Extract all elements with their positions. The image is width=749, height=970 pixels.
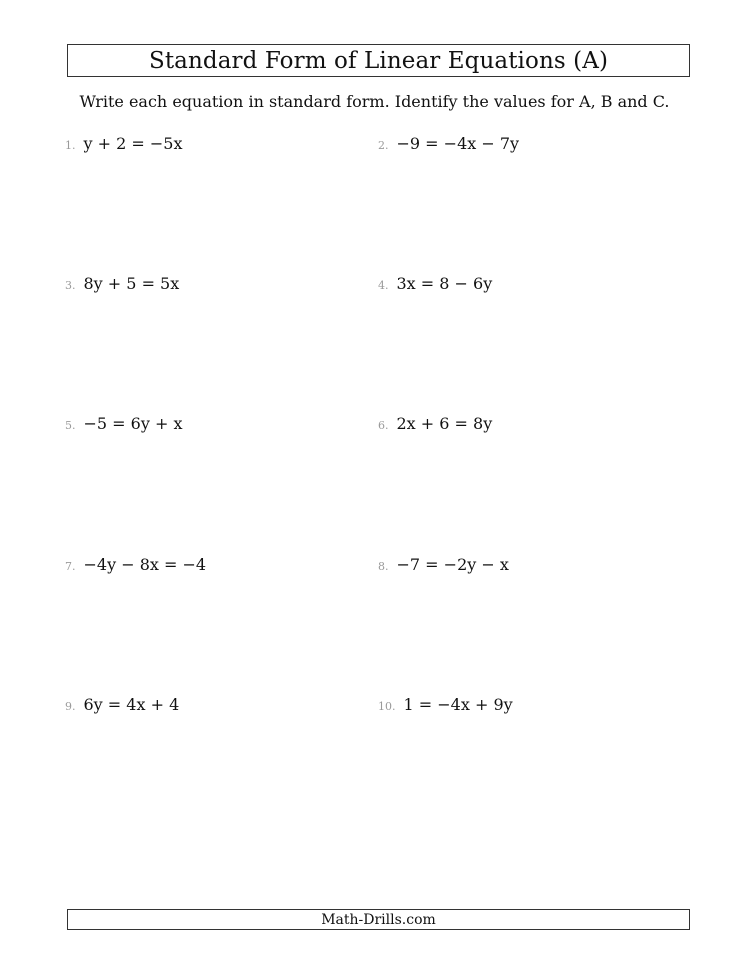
title-box <box>67 44 690 77</box>
footer-box <box>67 909 690 930</box>
problem-number: 3. <box>65 279 76 292</box>
problem-2 <box>378 134 519 153</box>
problem-number: 4. <box>378 279 389 292</box>
problem-equation: −4y − 8x = −4 <box>83 555 207 574</box>
problem-9 <box>65 695 179 714</box>
problem-number: 2. <box>378 139 389 152</box>
problem-number: 1. <box>65 139 76 152</box>
problem-equation: y + 2 = −5x <box>83 134 183 153</box>
problem-number: 9. <box>65 700 76 713</box>
problem-equation: −9 = −4x − 7y <box>396 134 520 153</box>
problem-10 <box>378 695 513 714</box>
problem-number: 5. <box>65 419 76 432</box>
footer-text: Math-Drills.com <box>321 911 436 928</box>
instructions: Write each equation in standard form. Identify the values for A, B and C. <box>79 92 670 111</box>
problem-number: 8. <box>378 560 389 573</box>
problem-5 <box>65 414 182 433</box>
problem-number: 6. <box>378 419 389 432</box>
problem-4 <box>378 274 492 293</box>
problem-number: 10. <box>378 700 396 713</box>
page-title: Standard Form of Linear Equations (A) <box>148 47 609 74</box>
problem-6 <box>378 414 492 433</box>
problem-number: 7. <box>65 560 76 573</box>
problem-1 <box>65 134 182 153</box>
problem-equation: 8y + 5 = 5x <box>83 274 180 293</box>
problem-equation: 3x = 8 − 6y <box>396 274 493 293</box>
problem-8 <box>378 555 509 574</box>
problem-equation: 1 = −4x + 9y <box>403 695 513 714</box>
problem-equation: −7 = −2y − x <box>396 555 509 574</box>
problem-equation: 2x + 6 = 8y <box>396 414 493 433</box>
problem-equation: −5 = 6y + x <box>83 414 183 433</box>
problem-3 <box>65 274 179 293</box>
problem-7 <box>65 555 206 574</box>
problem-equation: 6y = 4x + 4 <box>83 695 180 714</box>
